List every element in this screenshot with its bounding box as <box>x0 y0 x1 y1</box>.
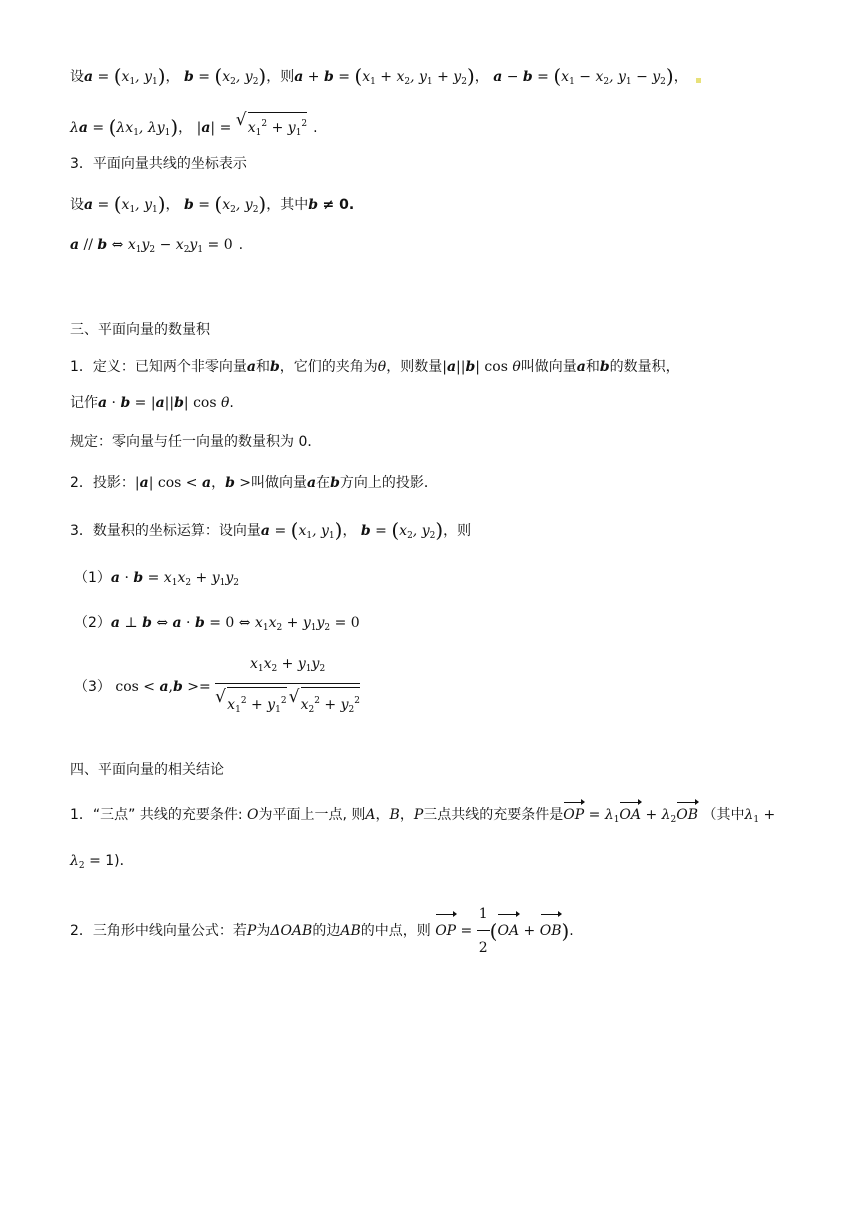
then-word: 则 <box>280 69 295 85</box>
let-word: 设 <box>70 69 84 85</box>
item-2: （2）a ⊥ b ⇔ a · b = 0 ⇔ $x_1x_2 + y_1y_2 = 0$ <box>74 615 360 633</box>
section4-heading: 四、平面向量的相关结论 <box>70 762 224 778</box>
cos-fraction: $x_1x_2 + y_1y_2$ √ $x_1^2 + y_1^2$ √ $x_2^2 + y_2^2$ <box>215 652 360 722</box>
coord-op-line: 3．数量积的坐标运算：设向量$a = (x_1$, $y_1$)， $b = (x_2$, $y_2$)，则 <box>70 518 472 542</box>
sqrt-magnitude: √ $x_1^2 + y_1^2$ <box>236 112 307 143</box>
item-3: （3） cos < a,b >= $x_1x_2 + y_1y_2$ √ $x_1^2 + y_1^2$ √ $x_2^2 + y_2^2$ <box>74 652 360 722</box>
three-points-line: 1．“三点” 共线的充要条件: O为平面上一点, 则A，B，P三点共线的充要条件是OP = $\lambda_1OA + \lambda_2OB$ （其中$\lambda_1$ + <box>70 807 776 825</box>
vector-sum-diff-line: 设$a = (x_1$, $y_1$)， $b = (x_2$, $y_2$)，则$a + b = (x_1 + x_2$, $y_1 + y_2$)， $a - b = (x_1 - x_2$, $y_1 - y_2$)， <box>70 66 701 92</box>
scalar-multiple-line: $\lambda a = (\lambda x_1$, $\lambda y_1$)， |a| = √ $x_1^2 + y_1^2$ . <box>70 112 318 143</box>
collinear-setup-line: 设$a = (x_1$, $y_1$)， $b = (x_2$, $y_2$)，其中b ≠ 0. <box>70 192 355 216</box>
item-1: $(1)a \cdot b = x_1x_2 + y_1y_2$ <box>74 570 240 588</box>
median-formula-line: 2．三角形中线向量公式：若P为ΔOAB的边AB的中点，则 OP = $\frac{1}{2}$ (OA + OB). <box>70 900 574 962</box>
comment-marker <box>696 78 701 83</box>
section3-heading: 三、平面向量的数量积 <box>70 322 210 338</box>
denote-line: 记作a · b = |a||b| cos θ. <box>70 395 234 411</box>
half-fraction: $\frac{1}{2}$ <box>477 900 490 962</box>
projection-line: 2．投影：|a| cos < a，b >叫做向量a在b方向上的投影． <box>70 475 438 491</box>
rule-line: 规定：零向量与任一向量的数量积为 0． <box>70 434 322 450</box>
collinear-condition-line: a // b ⇔ $x_1y_2 - x_2y_1 = 0$ . <box>70 237 244 255</box>
three-points-line-cont: $\lambda_2 = 1$)． <box>70 853 134 871</box>
collinear-heading: 3．平面向量共线的坐标表示 <box>70 156 247 172</box>
definition-line: 1．定义：已知两个非零向量a和b，它们的夹角为θ，则数量|a||b| cos θ叫做向量a和b的数量积， <box>70 359 680 375</box>
